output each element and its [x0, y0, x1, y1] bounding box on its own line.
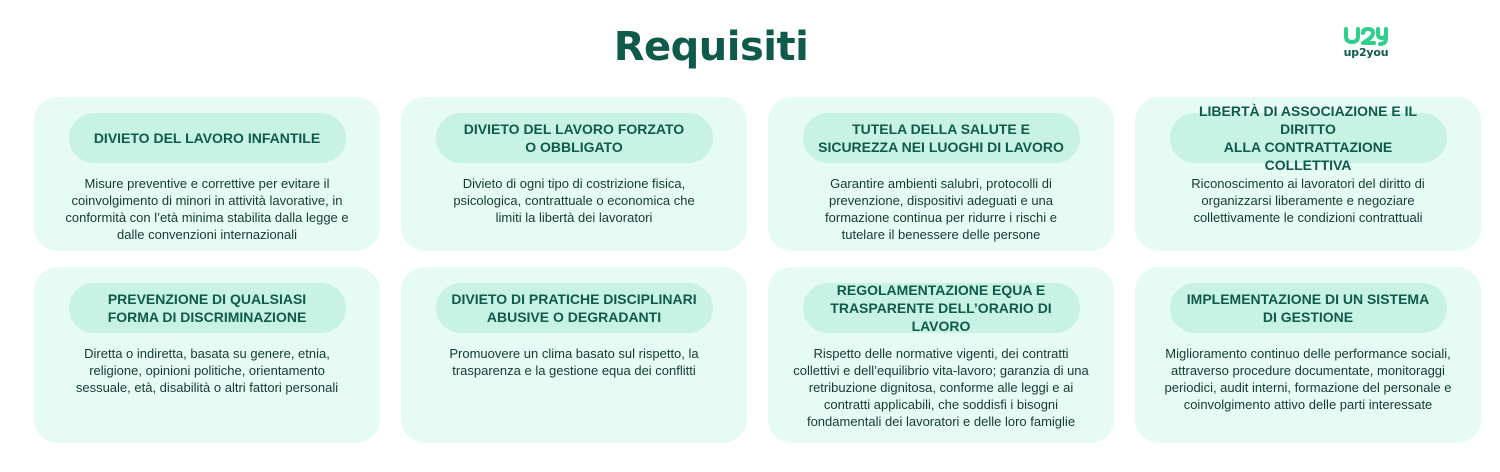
requirement-title: PREVENZIONE DI QUALSIASI FORMA DI DISCRIMINAZIONE — [69, 283, 346, 333]
requirement-title: REGOLAMENTAZIONE EQUA E TRASPARENTE DELL’ORARIO DI LAVORO — [803, 283, 1080, 333]
requirement-card — [34, 97, 380, 251]
requirement-description: Rispetto delle normative vigenti, dei contratti collettivi e dell’equilibrio vita-lavoro; garanzia di una retribuzione dignitosa, conforme alle leggi e ai contratti applicabili, che soddisfi i bisogni fondamentali dei lavoratori e delle loro famiglie — [793, 346, 1089, 429]
requirement-title: IMPLEMENTAZIONE DI UN SISTEMA DI GESTIONE — [1170, 283, 1447, 333]
requirement-description: Miglioramento continuo delle performance sociali, attraverso procedure documentate, monitoraggi periodici, audit interni, formazione del personale e coinvolgimento attivo delle parti interessate — [1164, 346, 1452, 412]
requirement-title: LIBERTÀ DI ASSOCIAZIONE E IL DIRITTO ALLA CONTRATTAZIONE COLLETTIVA — [1170, 113, 1447, 163]
logo-text: up2you — [1343, 46, 1389, 59]
requirement-description: Misure preventive e correttive per evitare il coinvolgimento di minori in attività lavorative, in conformità con l’età minima stabilita dalla legge e dalle convenzioni internazionali — [65, 176, 349, 242]
page-title: Requisiti — [613, 24, 809, 70]
requirement-card — [401, 267, 747, 443]
requirement-description: Divieto di ogni tipo di costrizione fisica, psicologica, contrattuale o economica che limiti la libertà dei lavoratori — [453, 176, 695, 225]
requirement-card — [1135, 97, 1481, 251]
requirement-card — [768, 267, 1114, 443]
requirement-title: DIVIETO DEL LAVORO INFANTILE — [69, 113, 346, 163]
requirement-description: Garantire ambienti salubri, protocolli di prevenzione, dispositivi adeguati e una formazione continua per ridurre i rischi e tutelare il benessere delle persone — [825, 176, 1057, 242]
requirement-title: DIVIETO DI PRATICHE DISCIPLINARI ABUSIVE O DEGRADANTI — [436, 283, 713, 333]
requirement-description: Promuovere un clima basato sul rispetto, la trasparenza e la gestione equa dei conflitti — [449, 346, 699, 378]
requirement-title: DIVIETO DEL LAVORO FORZATO O OBBLIGATO — [436, 113, 713, 163]
requirement-card — [34, 267, 380, 443]
requirements-grid — [34, 97, 1481, 443]
up2you-logo-icon — [1343, 26, 1389, 46]
requirement-description: Diretta o indiretta, basata su genere, etnia, religione, opinioni politiche, orientamento sessuale, età, disabilità o altri fattori personali — [75, 346, 339, 395]
requirement-title: TUTELA DELLA SALUTE E SICUREZZA NEI LUOGHI DI LAVORO — [803, 113, 1080, 163]
requirement-card — [768, 97, 1114, 251]
requirement-card — [1135, 267, 1481, 443]
brand-logo — [1336, 26, 1396, 59]
requirement-card — [401, 97, 747, 251]
requirement-description: Riconoscimento ai lavoratori del diritto di organizzarsi liberamente e negoziare collettivamente le condizioni contrattuali — [1191, 176, 1425, 225]
